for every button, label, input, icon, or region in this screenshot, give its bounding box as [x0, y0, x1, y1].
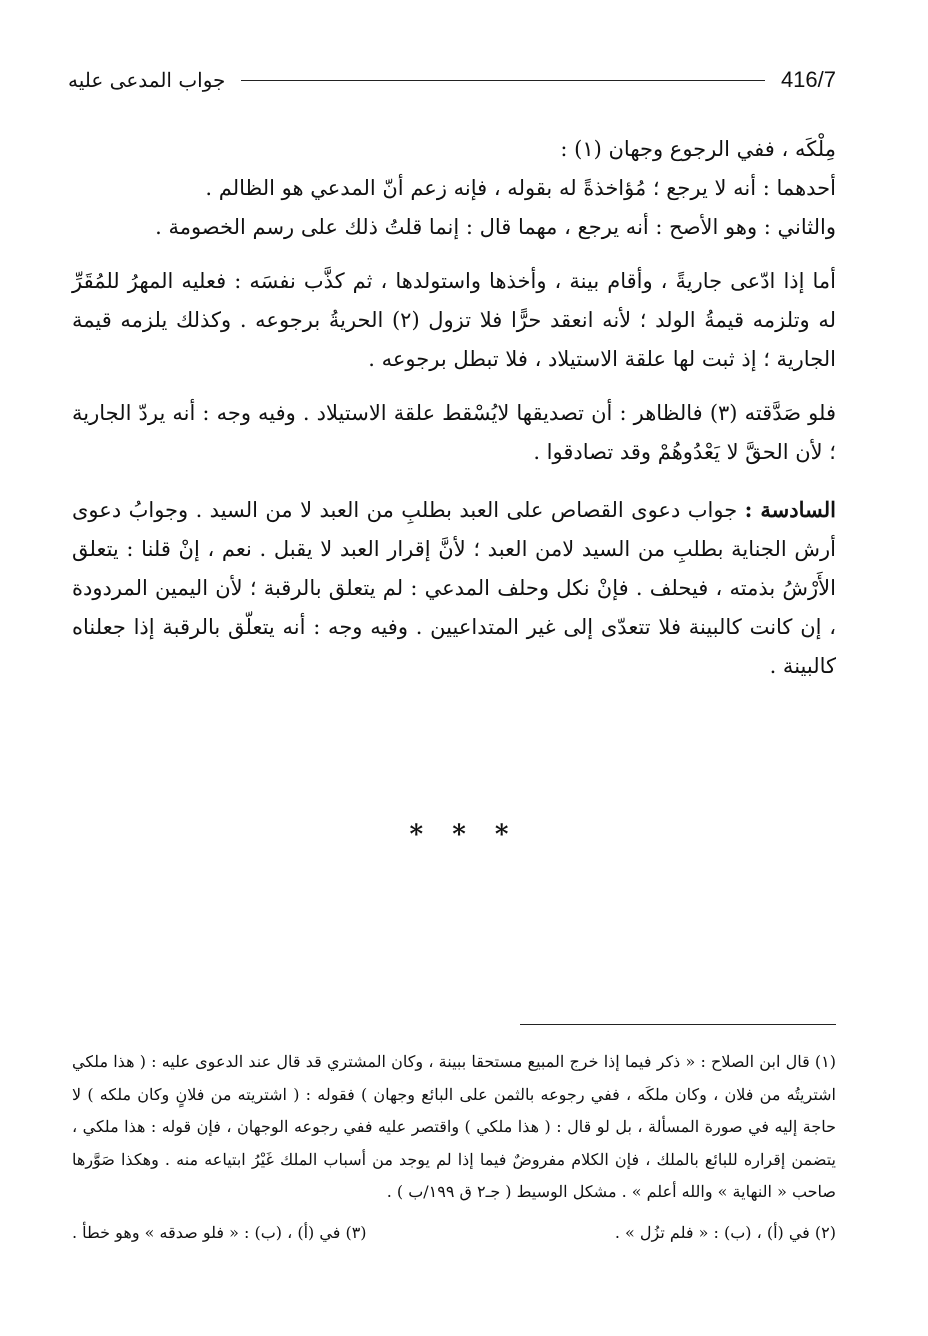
paragraph-1: مِلْكَه ، ففي الرجوع وجهان (١) :	[560, 137, 836, 161]
section-separator: * * *	[409, 820, 519, 850]
footnote-2: (٢) في (أ) ، (ب) : « فلم تزُل » .	[614, 1222, 836, 1242]
paragraph-5: فلو صَدَّقته (٣) فالظاهر : أن تصديقها لايُسْقط علقة الاستيلاد . وفيه وجه : أنه يردّ الجارية ؛ لأن الحقَّ لا يَعْدُوهُمْ وقد تصادقوا .	[72, 401, 836, 464]
paragraph-4: أما إذا ادّعى جاريةً ، وأقام بينة ، وأخذها واستولدها ، ثم كذَّب نفسَه : فعليه المهرُ للمُقَرِّ له وتلزمه قيمةُ الولد ؛ لأنه انعقد حرًّا فلا تزول (٢) الحريةُ برجوعه . وكذلك يلزمه قيمة الجارية ؛ إذ ثبت لها علقة الاستيلاد ، فلا تبطل برجوعه .	[72, 269, 836, 371]
footnote-row	[72, 1217, 836, 1250]
footnote-1: (١) قال ابن الصلاح : « ذكر فيما إذا خرج المبيع مستحقا ببينة ، وكان المشتري قد قال عند الدعوى عليه : ( هذا ملكي اشتريتُه من فلان ، وكان ملكَه ، ففي رجوعه بالثمن على البائع وجهان ) فقوله : ( اشتريته من فلانٍ وكان ملكه ) لا حاجة إليه في صورة المسألة ، بل لو قال : ( هذا ملكي ) واقتصر عليه ففي رجوعه الوجهان ، فإن قوله : هذا ملكي ، يتضمن إقراره للبائع بالملك ، فإن الكلام مفروضٌ فيما إذا لم يوجد من أسباب الملك غَيْرُ ابتياعه منه . وهكذا صَوَّرها صاحب « النهاية » والله أعلم » . مشكل الوسيط ( جـ٢ ق ١٩٩/ب ) .	[72, 1052, 836, 1201]
footnote-3: (٣) في (أ) ، (ب) : « فلو صدقه » وهو خطأ .	[72, 1222, 367, 1242]
main-text	[72, 130, 836, 686]
header-rule	[241, 80, 765, 81]
section-label: السادسة :	[744, 497, 836, 522]
footnote-rule	[520, 1024, 836, 1025]
footnotes	[72, 1046, 836, 1249]
paragraph-3: والثاني : وهو الأصح : أنه يرجع ، مهما قال : إنما قلتُ ذلك على رسم الخصومة .	[155, 215, 836, 239]
paragraph-2: أحدهما : أنه لا يرجع ؛ مُؤاخذةً له بقوله ، فإنه زعم أنّ المدعي هو الظالم .	[205, 176, 836, 200]
running-title: جواب المدعى عليه	[68, 68, 226, 92]
page-number: 416/7	[780, 67, 836, 92]
section-paragraph	[72, 490, 836, 686]
section-text: جواب دعوى القصاص على العبد بطلبِ من العبد لا من السيد . وجوابُ دعوى أرش الجناية بطلبِ من السيد لامن العبد ؛ لأنَّ إقرار العبد لا يقبل . نعم ، إنْ قلنا : يتعلق الأَرْشُ بذمته ، فيحلف . فإنْ نكل وحلف المدعي : لم يتعلق بالرقبة ؛ لأن اليمين المردودة ، إن كانت كالبينة فلا تتعدّى إلى غير المتداعيين . وفيه وجه : أنه يتعلّق بالرقبة إذا جعلناه كالبينة .	[72, 498, 836, 678]
page-header	[68, 62, 836, 98]
